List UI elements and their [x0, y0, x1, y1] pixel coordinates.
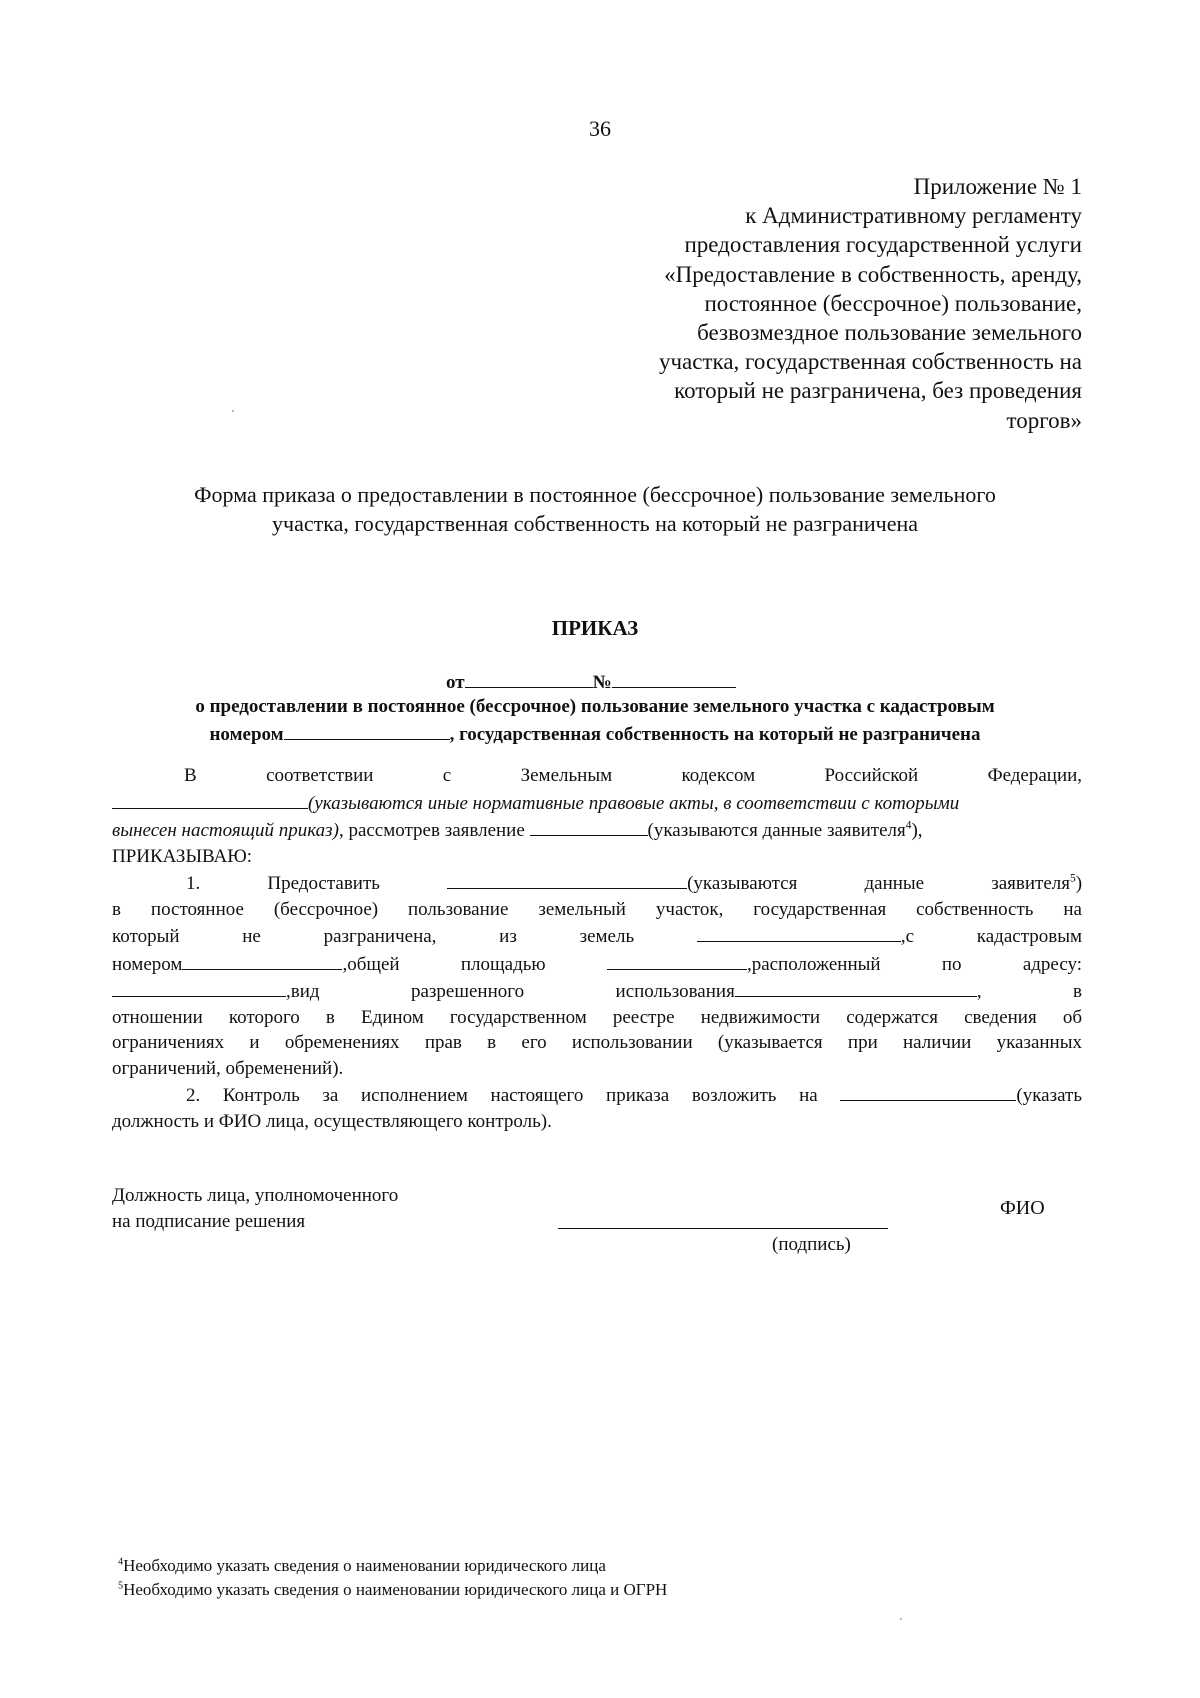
form-title: [0, 480, 1190, 538]
annex-line: Приложение № 1: [913, 174, 1082, 199]
address-blank[interactable]: [112, 977, 286, 997]
subject-line: номером , государственная собственность на который не разграничена: [0, 720, 1190, 748]
number-blank[interactable]: [612, 668, 736, 688]
order-subject: [0, 694, 1190, 748]
body-line: ,вид разрешенного использования , в: [112, 977, 1082, 1005]
land-category-blank[interactable]: [697, 922, 901, 942]
body-line: ограничениях и обременениях прав в его использовании (указывается при наличии указанных: [112, 1032, 1082, 1053]
date-blank[interactable]: [465, 668, 593, 688]
annex-line: постоянное (бессрочное) пользование,: [704, 290, 1082, 316]
signatory-position: Должность лица, уполномоченного на подписание решения: [112, 1185, 399, 1232]
body-line: номером ,общей площадью ,расположенный по адресу:: [112, 950, 1082, 978]
annex-line: торгов»: [1006, 407, 1082, 433]
permitted-use-blank[interactable]: [735, 977, 977, 997]
applicant-blank[interactable]: [447, 869, 687, 889]
annex-line: к Административному регламенту: [745, 203, 1082, 229]
annex-line: предоставления государственной услуги: [684, 232, 1082, 258]
body-line: должность и ФИО лица, осуществляющего контроль).: [112, 1110, 552, 1132]
footnote: $^5$Необходимо указать сведения о наименовании юридического лица и ОГРН: [118, 1580, 668, 1599]
signature-caption: (подпись): [772, 1234, 851, 1255]
annex-line: который не разграничена, без проведения: [674, 378, 1082, 404]
legal-acts-hint: (указываются иные нормативные правовые акты, в соответствии с которыми: [308, 792, 960, 814]
order-date-number: [446, 668, 736, 694]
date-prefix: от: [446, 672, 465, 693]
scan-speck: [900, 1618, 902, 1620]
body-line: вынесен настоящий приказ), рассмотрев заявление (указываются данные заявителя$^4$),: [112, 816, 1082, 844]
scan-speck: [232, 410, 234, 412]
controller-blank[interactable]: [840, 1081, 1016, 1101]
annex-line: безвозмездное пользование земельного: [697, 320, 1082, 346]
body-line: который не разграничена, из земель ,с кадастровым: [112, 922, 1082, 950]
body-line: ПРИКАЗЫВАЮ:: [112, 845, 253, 867]
area-blank[interactable]: [607, 950, 747, 970]
body-line: ограничений, обременений).: [112, 1057, 344, 1079]
body-line: В соответствии с Земельным кодексом Российской Федерации,: [184, 765, 1083, 786]
body-line: отношении которого в Едином государственном реестре недвижимости содержатся сведения об: [112, 1006, 1082, 1028]
page-number: 36: [589, 116, 611, 141]
annex-line: «Предоставление в собственность, аренду,: [664, 261, 1082, 287]
annex-block: [482, 172, 1082, 435]
body-line: [112, 789, 1082, 817]
signature-line[interactable]: [558, 1228, 888, 1229]
body-line: 2. Контроль за исполнением настоящего приказа возложить на (указать: [112, 1081, 1082, 1109]
form-title-line: Форма приказа о предоставлении в постоянное (бессрочное) пользование земельного: [194, 482, 996, 507]
number-sign: №: [592, 672, 612, 693]
form-title-line: участка, государственная собственность на который не разграничена: [272, 511, 918, 536]
body-line: в постоянное (бессрочное) пользование земельный участок, государственная собственность на: [112, 898, 1082, 920]
order-body: [112, 763, 1082, 1134]
body-line: 1. Предоставить (указываются данные заявителя$^5$): [112, 869, 1082, 897]
legal-acts-blank[interactable]: [112, 789, 308, 809]
footnote-ref-5[interactable]: 5: [1070, 872, 1076, 885]
footnotes: [118, 1554, 667, 1602]
cadastral-number-blank[interactable]: [284, 720, 450, 740]
application-blank[interactable]: [530, 816, 648, 836]
subject-line: о предоставлении в постоянное (бессрочное) пользование земельного участка с кадастровым: [195, 696, 995, 717]
cadastral-blank[interactable]: [182, 950, 342, 970]
signatory-name-label: ФИО: [1000, 1197, 1045, 1219]
footnote: $^4$Необходимо указать сведения о наименовании юридического лица: [118, 1556, 606, 1575]
footnote-ref-4[interactable]: 4: [905, 819, 912, 832]
order-heading: ПРИКАЗ: [551, 616, 639, 640]
annex-line: участка, государственная собственность на: [658, 349, 1082, 375]
